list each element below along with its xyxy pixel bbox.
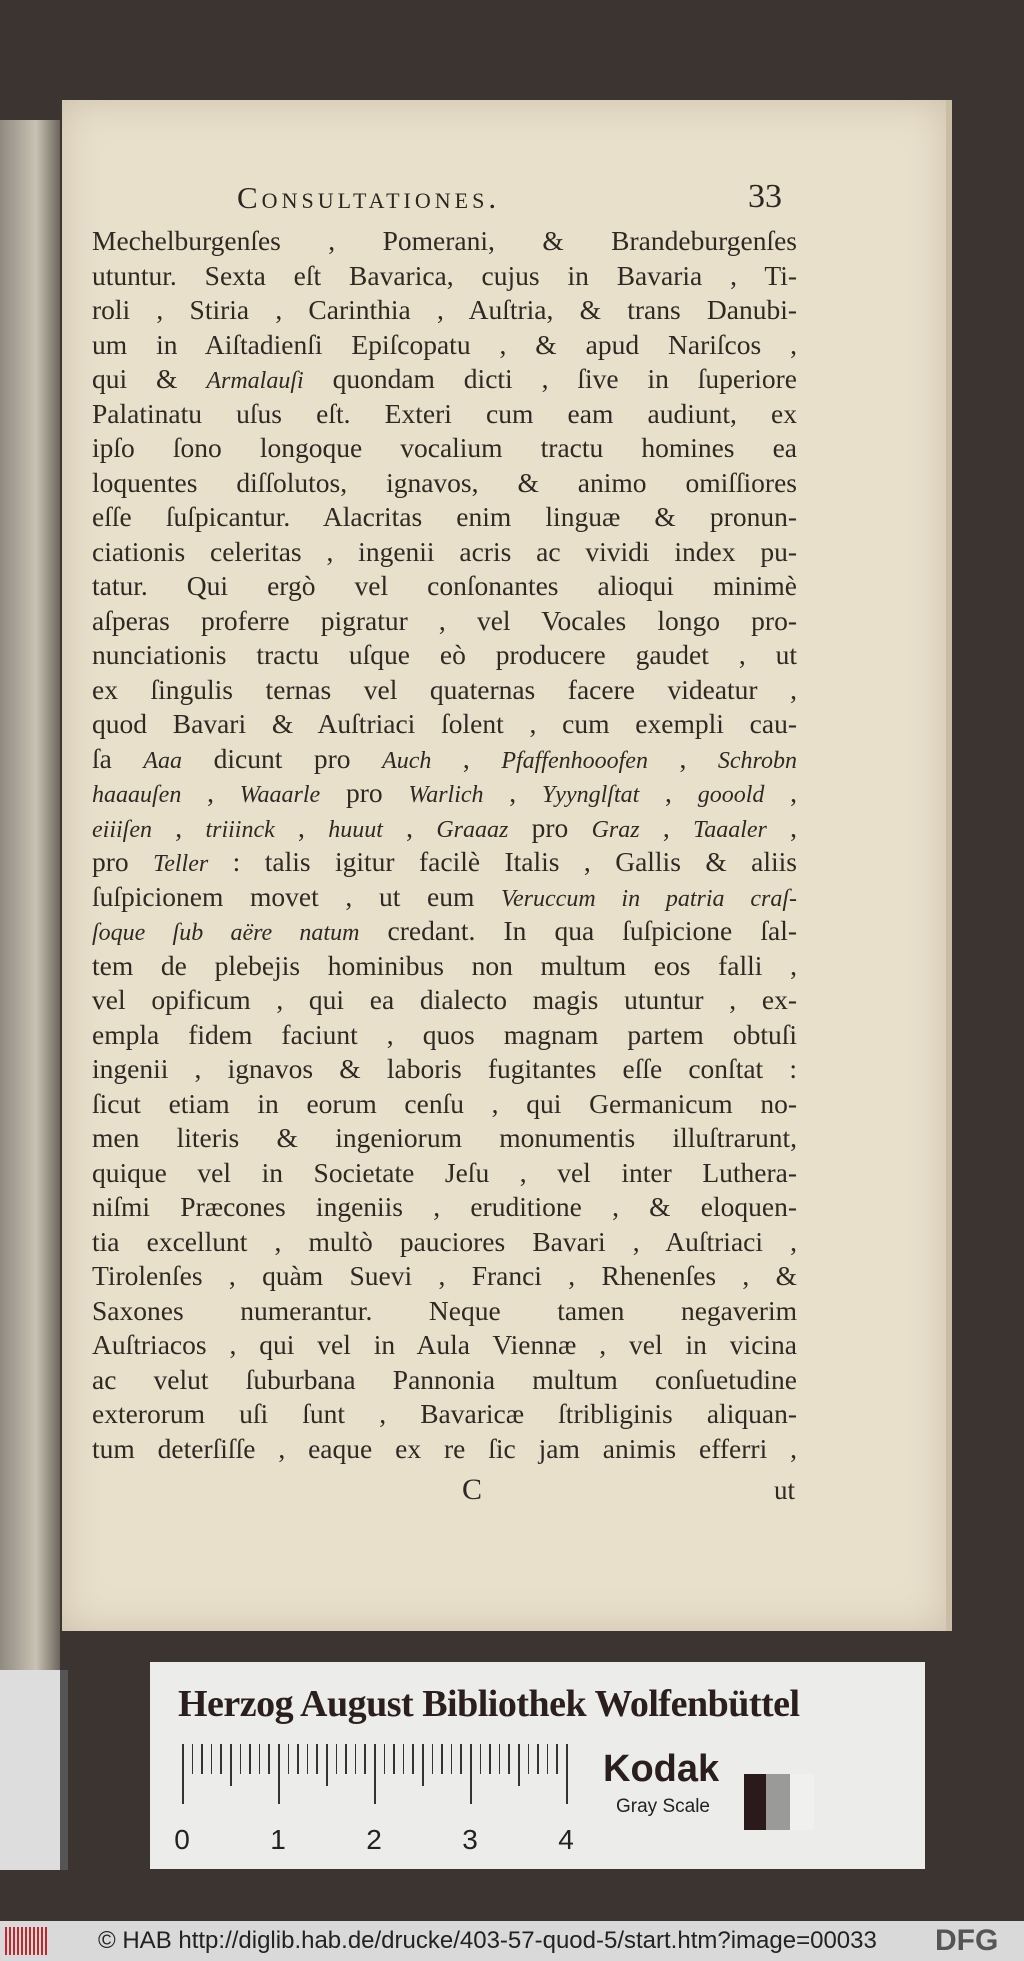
ruler-tick — [307, 1744, 309, 1774]
ruler-tick — [192, 1744, 194, 1774]
text-segment: utuntur. Sexta eſt Bavarica, cujus in Bavaria , Ti- — [92, 259, 797, 291]
text-line — [92, 1432, 797, 1467]
footer-bar — [0, 1921, 1024, 1961]
text-segment: , — [639, 811, 694, 843]
italic-text: Graz — [591, 816, 640, 843]
text-segment: niſmi Præcones ingeniis , eruditione , & eloquen- — [92, 1191, 797, 1222]
text-segment: roli , Stiria , Carinthia , Auſtria, & trans Danubi- — [92, 294, 797, 325]
italic-text: Pfaffenhooofen — [501, 747, 648, 774]
ruler-tick — [403, 1744, 405, 1774]
text-line — [92, 1328, 797, 1363]
ruler-tick — [364, 1744, 366, 1774]
italic-text: ſoque ſub aëre natum — [92, 920, 360, 946]
text-segment: credant. In qua ſuſpicione ſal- — [359, 915, 797, 946]
text-line — [92, 500, 797, 535]
text-segment: ciationis celeritas , ingenii acris ac vividi index pu- — [92, 535, 797, 567]
ruler-tick — [220, 1744, 222, 1774]
gray-scale-label: Gray Scale — [616, 1796, 710, 1817]
ruler-tick — [422, 1744, 424, 1786]
text-segment: , — [764, 777, 798, 808]
ruler-tick — [508, 1744, 510, 1774]
text-segment: quod Bavari & Auſtriaci ſolent , cum exempli cau- — [92, 708, 797, 739]
ruler-number: 1 — [270, 1824, 286, 1855]
text-segment: tum deterſiſſe , eaque ex re ſic jam animis efferri , — [92, 1432, 797, 1464]
text-segment: quique vel in Societate Jeſu , vel inter Luthera- — [92, 1156, 797, 1188]
text-segment: , — [483, 777, 542, 808]
ruler-tick — [547, 1744, 549, 1774]
text-line — [92, 880, 797, 915]
ruler-tick — [240, 1744, 242, 1774]
text-line — [92, 638, 797, 673]
ruler-number: 0 — [174, 1824, 190, 1855]
ruler-tick — [528, 1744, 530, 1774]
text-segment: ipſo ſono longoque vocalium tractu homines ea — [92, 432, 797, 463]
text-segment: tatur. Qui ergò vel conſonantes alioqui minimè — [92, 570, 797, 601]
text-segment: vel opificum , qui ea dialecto magis utuntur , ex- — [92, 984, 797, 1015]
text-segment: nunciationis tractu uſque eò producere gaudet , ut — [92, 639, 797, 670]
ruler-tick — [489, 1744, 491, 1774]
text-line — [92, 983, 797, 1018]
text-segment: , — [431, 742, 502, 774]
library-name: Herzog August Bibliothek Wolfenbüttel — [178, 1683, 800, 1725]
ruler-tick — [201, 1744, 203, 1774]
text-segment: tia excellunt , multò pauciores Bavari , Auſtriaci , — [92, 1225, 797, 1257]
text-line — [92, 362, 797, 397]
text-line — [92, 431, 797, 466]
text-line — [92, 1397, 797, 1432]
text-segment: ingenii , ignavos & laboris fugitantes eſſe conſtat : — [92, 1053, 797, 1084]
ruler-tick — [556, 1744, 558, 1774]
ruler-tick — [451, 1744, 453, 1774]
italic-text: triiinck — [205, 816, 275, 843]
ruler-tick — [441, 1744, 443, 1774]
text-line — [92, 604, 797, 639]
text-line — [92, 1121, 797, 1156]
text-line — [92, 1018, 797, 1053]
text-segment: tem de plebejis hominibus non multum eos falli , — [92, 949, 797, 981]
italic-text: Veruccum in patria craſ- — [501, 885, 797, 912]
text-segment: eſſe ſuſpicantur. Alacritas enim linguæ & pronun- — [92, 501, 797, 532]
ruler-tick — [278, 1744, 280, 1804]
text-line — [92, 811, 797, 846]
text-segment: men literis & ingeniorum monumentis illuſtrarunt, — [92, 1122, 797, 1153]
running-head: Consultationes. — [237, 180, 501, 215]
catchword: ut — [774, 1475, 796, 1505]
text-line — [92, 776, 797, 811]
ruler-tick — [230, 1744, 232, 1786]
text-line — [92, 293, 797, 328]
text-line — [92, 1259, 797, 1294]
text-segment: , — [382, 811, 437, 843]
italic-text: Aaa — [143, 747, 183, 774]
ruler-tick — [268, 1744, 270, 1774]
ruler-tick — [374, 1744, 376, 1804]
ruler-tick — [480, 1744, 482, 1774]
ruler-tick — [297, 1744, 299, 1774]
text-line — [92, 1052, 797, 1087]
ruler-tick — [470, 1744, 472, 1804]
ruler-tick — [355, 1744, 357, 1774]
text-segment: Tirolenſes , quàm Suevi , Franci , Rhenenſes , & — [92, 1260, 797, 1291]
ruler-number: 2 — [366, 1824, 382, 1855]
gray-swatch-mid — [766, 1774, 790, 1830]
ruler-tick — [316, 1744, 318, 1774]
text-line — [92, 914, 797, 949]
text-segment: um in Aiſtadienſi Epiſcopatu , & apud Nariſcos , — [92, 328, 797, 360]
ruler-tick — [345, 1744, 347, 1774]
italic-text: haaauſen — [92, 782, 182, 808]
text-segment: exterorum uſi ſunt , Bavaricæ ſtribliginis aliquan- — [92, 1398, 797, 1429]
text-segment: : talis igitur facilè Italis , Gallis & aliis — [208, 846, 797, 877]
ruler-tick — [249, 1744, 251, 1774]
italic-text: Auch — [382, 747, 432, 774]
ruler-tick — [288, 1744, 290, 1774]
text-segment: , — [151, 811, 206, 843]
text-line — [92, 1294, 797, 1329]
text-line — [92, 224, 797, 259]
kodak-logo: Kodak — [603, 1748, 720, 1790]
text-segment: ac velut ſuburbana Pannonia multum conſuetudine — [92, 1363, 797, 1395]
text-line — [92, 1363, 797, 1398]
ruler-tick — [384, 1744, 386, 1774]
text-line — [92, 1087, 797, 1122]
text-line — [92, 845, 797, 880]
italic-text: Waaarle — [239, 782, 321, 808]
text-segment: pro — [92, 846, 154, 877]
copyright-link[interactable]: © HAB http://diglib.hab.de/drucke/403-57-quod-5/start.htm?image=00033 — [98, 1927, 877, 1954]
ruler-number: 4 — [558, 1824, 574, 1855]
previous-page-card-edge — [0, 1670, 68, 1870]
text-segment: , — [647, 742, 718, 774]
italic-text: Teller — [153, 851, 209, 877]
text-line — [92, 569, 797, 604]
text-line — [92, 742, 797, 777]
color-scale-card — [150, 1662, 925, 1869]
text-segment: , — [181, 777, 240, 808]
italic-text: eiiiſen — [92, 816, 152, 843]
italic-text: huuut — [328, 816, 383, 843]
italic-text: Warlich — [408, 782, 484, 808]
ruler-tick — [211, 1744, 213, 1774]
page-number: 33 — [748, 178, 782, 215]
text-segment: ſicut etiam in eorum cenſu , qui Germanicum no- — [92, 1087, 797, 1119]
text-line — [92, 328, 797, 363]
text-segment: loquentes diſſolutos, ignavos, & animo omiſſiores — [92, 466, 797, 498]
ruler-tick — [432, 1744, 434, 1774]
italic-text: Schrobn — [717, 747, 797, 774]
text-segment: ex ſingulis ternas vel quaternas facere videatur , — [92, 673, 797, 705]
text-segment: Saxones numerantur. Neque tamen negaverim — [92, 1294, 797, 1326]
text-segment: aſperas proferre pigratur , vel Vocales longo pro- — [92, 604, 797, 636]
signature-mark: C — [462, 1473, 483, 1506]
text-line — [92, 1156, 797, 1191]
text-segment: empla fidem faciunt , quos magnam partem obtuſi — [92, 1018, 797, 1050]
book-page — [62, 100, 946, 1631]
hab-logo-icon — [5, 1927, 47, 1955]
text-segment: Palatinatu uſus eſt. Exteri cum eam audiunt, ex — [92, 397, 797, 429]
text-line — [92, 949, 797, 984]
gray-swatch-dark — [744, 1774, 766, 1830]
text-segment: , — [274, 811, 329, 843]
italic-text: gooold — [697, 782, 765, 808]
ruler-number: 3 — [462, 1824, 478, 1855]
italic-text: Graaaz — [436, 816, 509, 843]
ruler-tick — [518, 1744, 520, 1786]
text-segment: qui & — [92, 363, 207, 394]
ruler — [174, 1744, 574, 1855]
text-segment: , — [639, 777, 698, 808]
ruler-tick — [499, 1744, 501, 1774]
dfg-logo: DFG — [935, 1924, 999, 1957]
ruler-tick — [537, 1744, 539, 1774]
previous-page-edge — [0, 120, 60, 1680]
ruler-tick — [326, 1744, 328, 1786]
ruler-tick — [182, 1744, 184, 1804]
italic-text: Yyynglſtat — [541, 782, 640, 808]
italic-text: Taaaler — [693, 816, 767, 843]
ruler-tick — [412, 1744, 414, 1774]
page-edge — [946, 100, 952, 1631]
ruler-tick — [460, 1744, 462, 1774]
text-line — [92, 1190, 797, 1225]
text-segment: Mechelburgenſes , Pomerani, & Brandeburgenſes — [92, 225, 797, 256]
text-segment: quondam dicti , ſive in ſuperiore — [303, 363, 798, 394]
italic-text: Armalauſi — [206, 368, 304, 394]
text-segment: dicunt pro — [182, 742, 383, 774]
text-line — [92, 259, 797, 294]
ruler-tick — [566, 1744, 568, 1804]
gray-swatch-light — [790, 1774, 814, 1830]
text-segment: Auſtriacos , qui vel in Aula Viennæ , vel in vicina — [92, 1329, 797, 1360]
ruler-tick — [259, 1744, 261, 1774]
text-line — [92, 707, 797, 742]
text-segment: ſuſpicionem movet , ut eum — [92, 880, 502, 912]
text-line — [92, 466, 797, 501]
text-segment: , — [766, 811, 798, 843]
text-segment: pro — [508, 811, 592, 843]
text-line — [92, 397, 797, 432]
text-segment: pro — [320, 777, 409, 808]
text-line — [92, 535, 797, 570]
body-text — [92, 224, 797, 1466]
ruler-tick — [336, 1744, 338, 1774]
ruler-tick — [393, 1744, 395, 1774]
text-line — [92, 673, 797, 708]
text-segment: ſa — [92, 742, 144, 774]
text-line — [92, 1225, 797, 1260]
